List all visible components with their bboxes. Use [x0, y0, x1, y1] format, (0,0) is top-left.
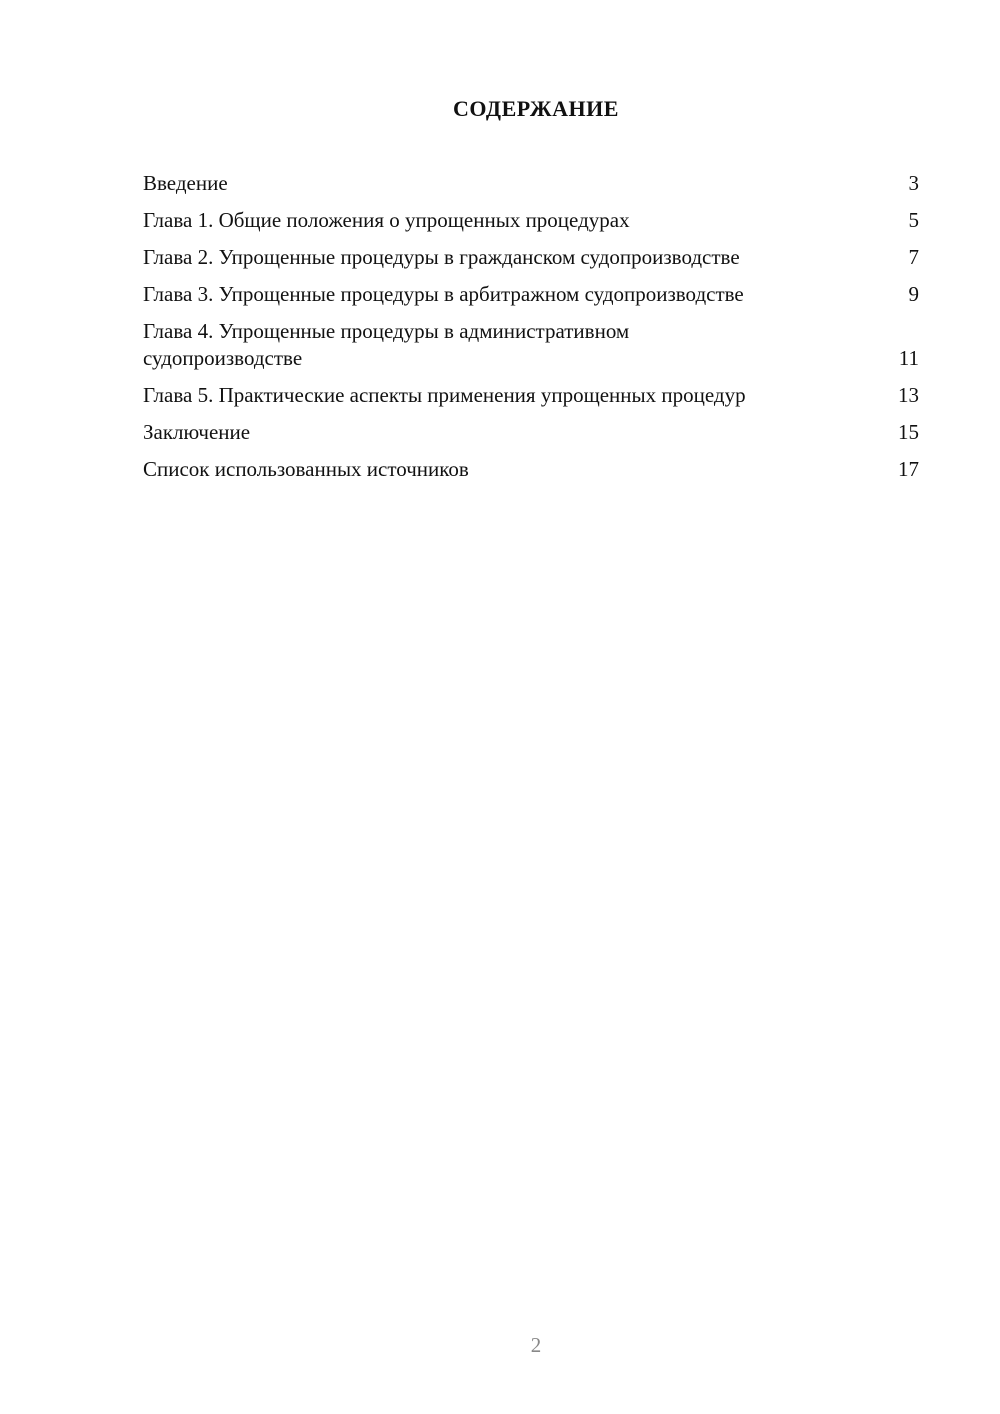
toc-item-references: [143, 456, 919, 483]
table-of-contents: [143, 170, 919, 493]
toc-item-chapter-2: [143, 244, 919, 271]
page-number: 2: [530, 1333, 542, 1357]
page-title: СОДЕРЖАНИЕ: [453, 96, 619, 121]
toc-item-page: 5: [908, 208, 919, 232]
toc-item-label: Глава 3. Упрощенные процедуры в арбитражном судопроизводстве: [143, 282, 744, 306]
toc-item-label: Глава 5. Практические аспекты применения упрощенных процедур: [143, 383, 746, 407]
toc-item-page: 13: [898, 383, 919, 407]
toc-item-chapter-4: [143, 318, 919, 372]
toc-item-page: 9: [908, 282, 919, 306]
toc-item-label: Введение: [143, 171, 228, 195]
toc-item-label: Глава 2. Упрощенные процедуры в гражданском судопроизводстве: [143, 245, 740, 269]
toc-item-page: 17: [898, 457, 919, 481]
toc-item-page: 7: [908, 245, 919, 269]
toc-item-label: Заключение: [143, 420, 251, 444]
toc-item-label: Глава 4. Упрощенные процедуры в административном судопроизводстве: [143, 319, 630, 370]
toc-item-chapter-1: [143, 207, 919, 234]
toc-item-page: 11: [898, 346, 919, 370]
toc-item-page: 3: [908, 171, 919, 195]
toc-item-introduction: [143, 170, 919, 197]
toc-item-page: 15: [898, 420, 919, 444]
toc-item-chapter-3: [143, 281, 919, 308]
toc-item-conclusion: [143, 419, 919, 446]
toc-item-label: Глава 1. Общие положения о упрощенных процедурах: [143, 208, 630, 232]
toc-item-label: Список использованных источников: [143, 457, 469, 481]
toc-item-chapter-5: [143, 382, 919, 409]
